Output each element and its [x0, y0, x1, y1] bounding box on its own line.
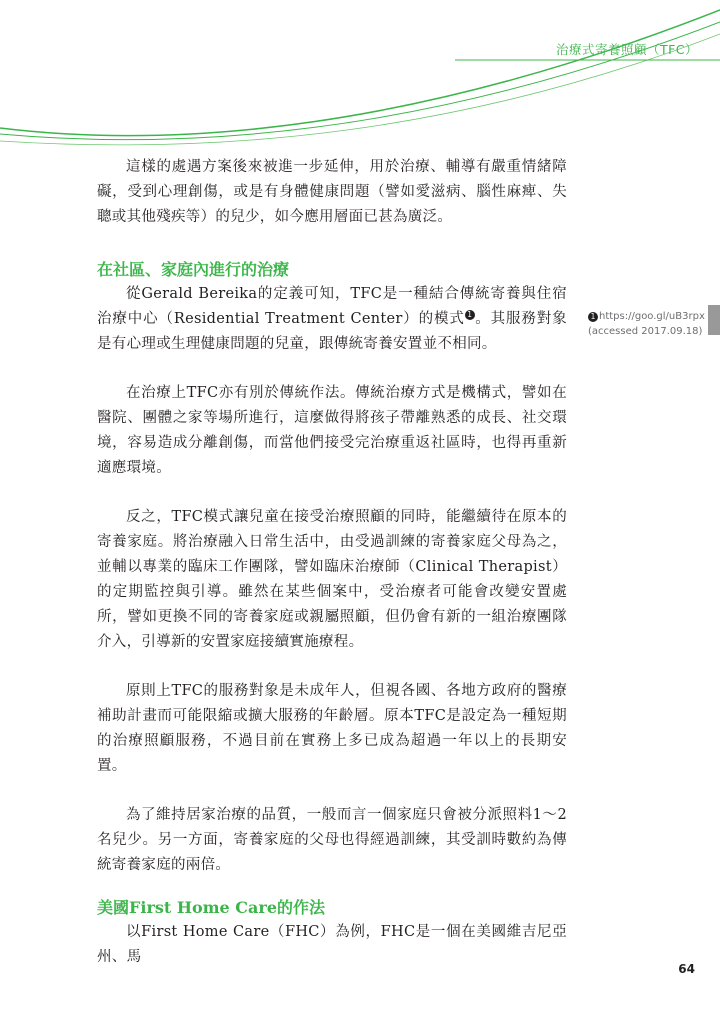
paragraph-5: 原則上TFC的服務對象是未成年人，但視各國、各地方政府的醫療補助計畫而可能限縮或擴大服務的年齡層。原本TFC是設定為一種短期的治療照顧服務，不過目前在實務上多已成為超過一年以上的長期安置。	[97, 683, 567, 774]
paragraph-6: 為了維持居家治療的品質，一般而言一個家庭只會被分派照料1～2名兒少。另一方面，寄養家庭的父母也得經過訓練，其受訓時數約為傳統寄養家庭的兩倍。	[97, 807, 567, 873]
footnote-url[interactable]: https://goo.gl/uB3rpx	[599, 311, 705, 322]
section-heading-2: 美國First Home Care的作法	[97, 898, 326, 917]
running-header: 治療式寄養照顧（TFC）	[555, 42, 698, 57]
footnote-url-line	[588, 309, 708, 324]
paragraph-4: 反之，TFC模式讓兒童在接受治療照顧的同時，能繼續待在原本的寄養家庭。將治療融入日常生活中，由受過訓練的寄養家庭父母為之，並輔以專業的臨床工作團隊，譬如臨床治療師（Clinical Therapist）的定期監控與引導。雖然在某些個案中，受治療者可能會改變安置處所，譬如更換不同的寄養家庭或親屬照顧，但仍會有新的一組治療團隊介入，引導新的安置家庭接續實施療程。	[97, 509, 567, 650]
header-decoration	[0, 0, 720, 150]
paragraph-2-part-b: 。其服務對象是有心理或生理健康問題的兒童，跟傳統寄養安置並不相同。	[97, 311, 567, 352]
footnote-sidenote-marker: 1	[588, 312, 598, 322]
footnote-sidenote	[588, 309, 708, 339]
paragraph-2-part-a: 從Gerald Bereika的定義可知，TFC是一種結合傳統寄養與住宿治療中心（Residential Treatment Center）的模式	[97, 286, 567, 327]
paragraph-7: 以First Home Care（FHC）為例，FHC是一個在美國維吉尼亞州、馬	[97, 924, 567, 965]
paragraph-1: 這樣的處遇方案後來被進一步延伸，用於治療、輔導有嚴重情緒障礙，受到心理創傷，或是有身體健康問題（譬如愛滋病、腦性麻痺、失聰或其他殘疾等）的兒少，如今應用層面已甚為廣泛。	[97, 159, 567, 225]
paragraph-2	[97, 282, 567, 357]
main-text	[97, 155, 567, 970]
paragraph-3: 在治療上TFC亦有別於傳統作法。傳統治療方式是機構式，譬如在醫院、團體之家等場所進行，這麼做得將孩子帶離熟悉的成長、社交環境，容易造成分離創傷，而當他們接受完治療重返社區時，也得再重新適應環境。	[97, 385, 567, 476]
footnote-marker[interactable]: 1	[465, 310, 475, 320]
section-heading-1: 在社區、家庭內進行的治療	[97, 260, 290, 279]
page-number: 64	[678, 962, 695, 976]
footnote-accessed: (accessed 2017.09.18)	[588, 326, 703, 337]
chapter-tab	[708, 305, 720, 335]
